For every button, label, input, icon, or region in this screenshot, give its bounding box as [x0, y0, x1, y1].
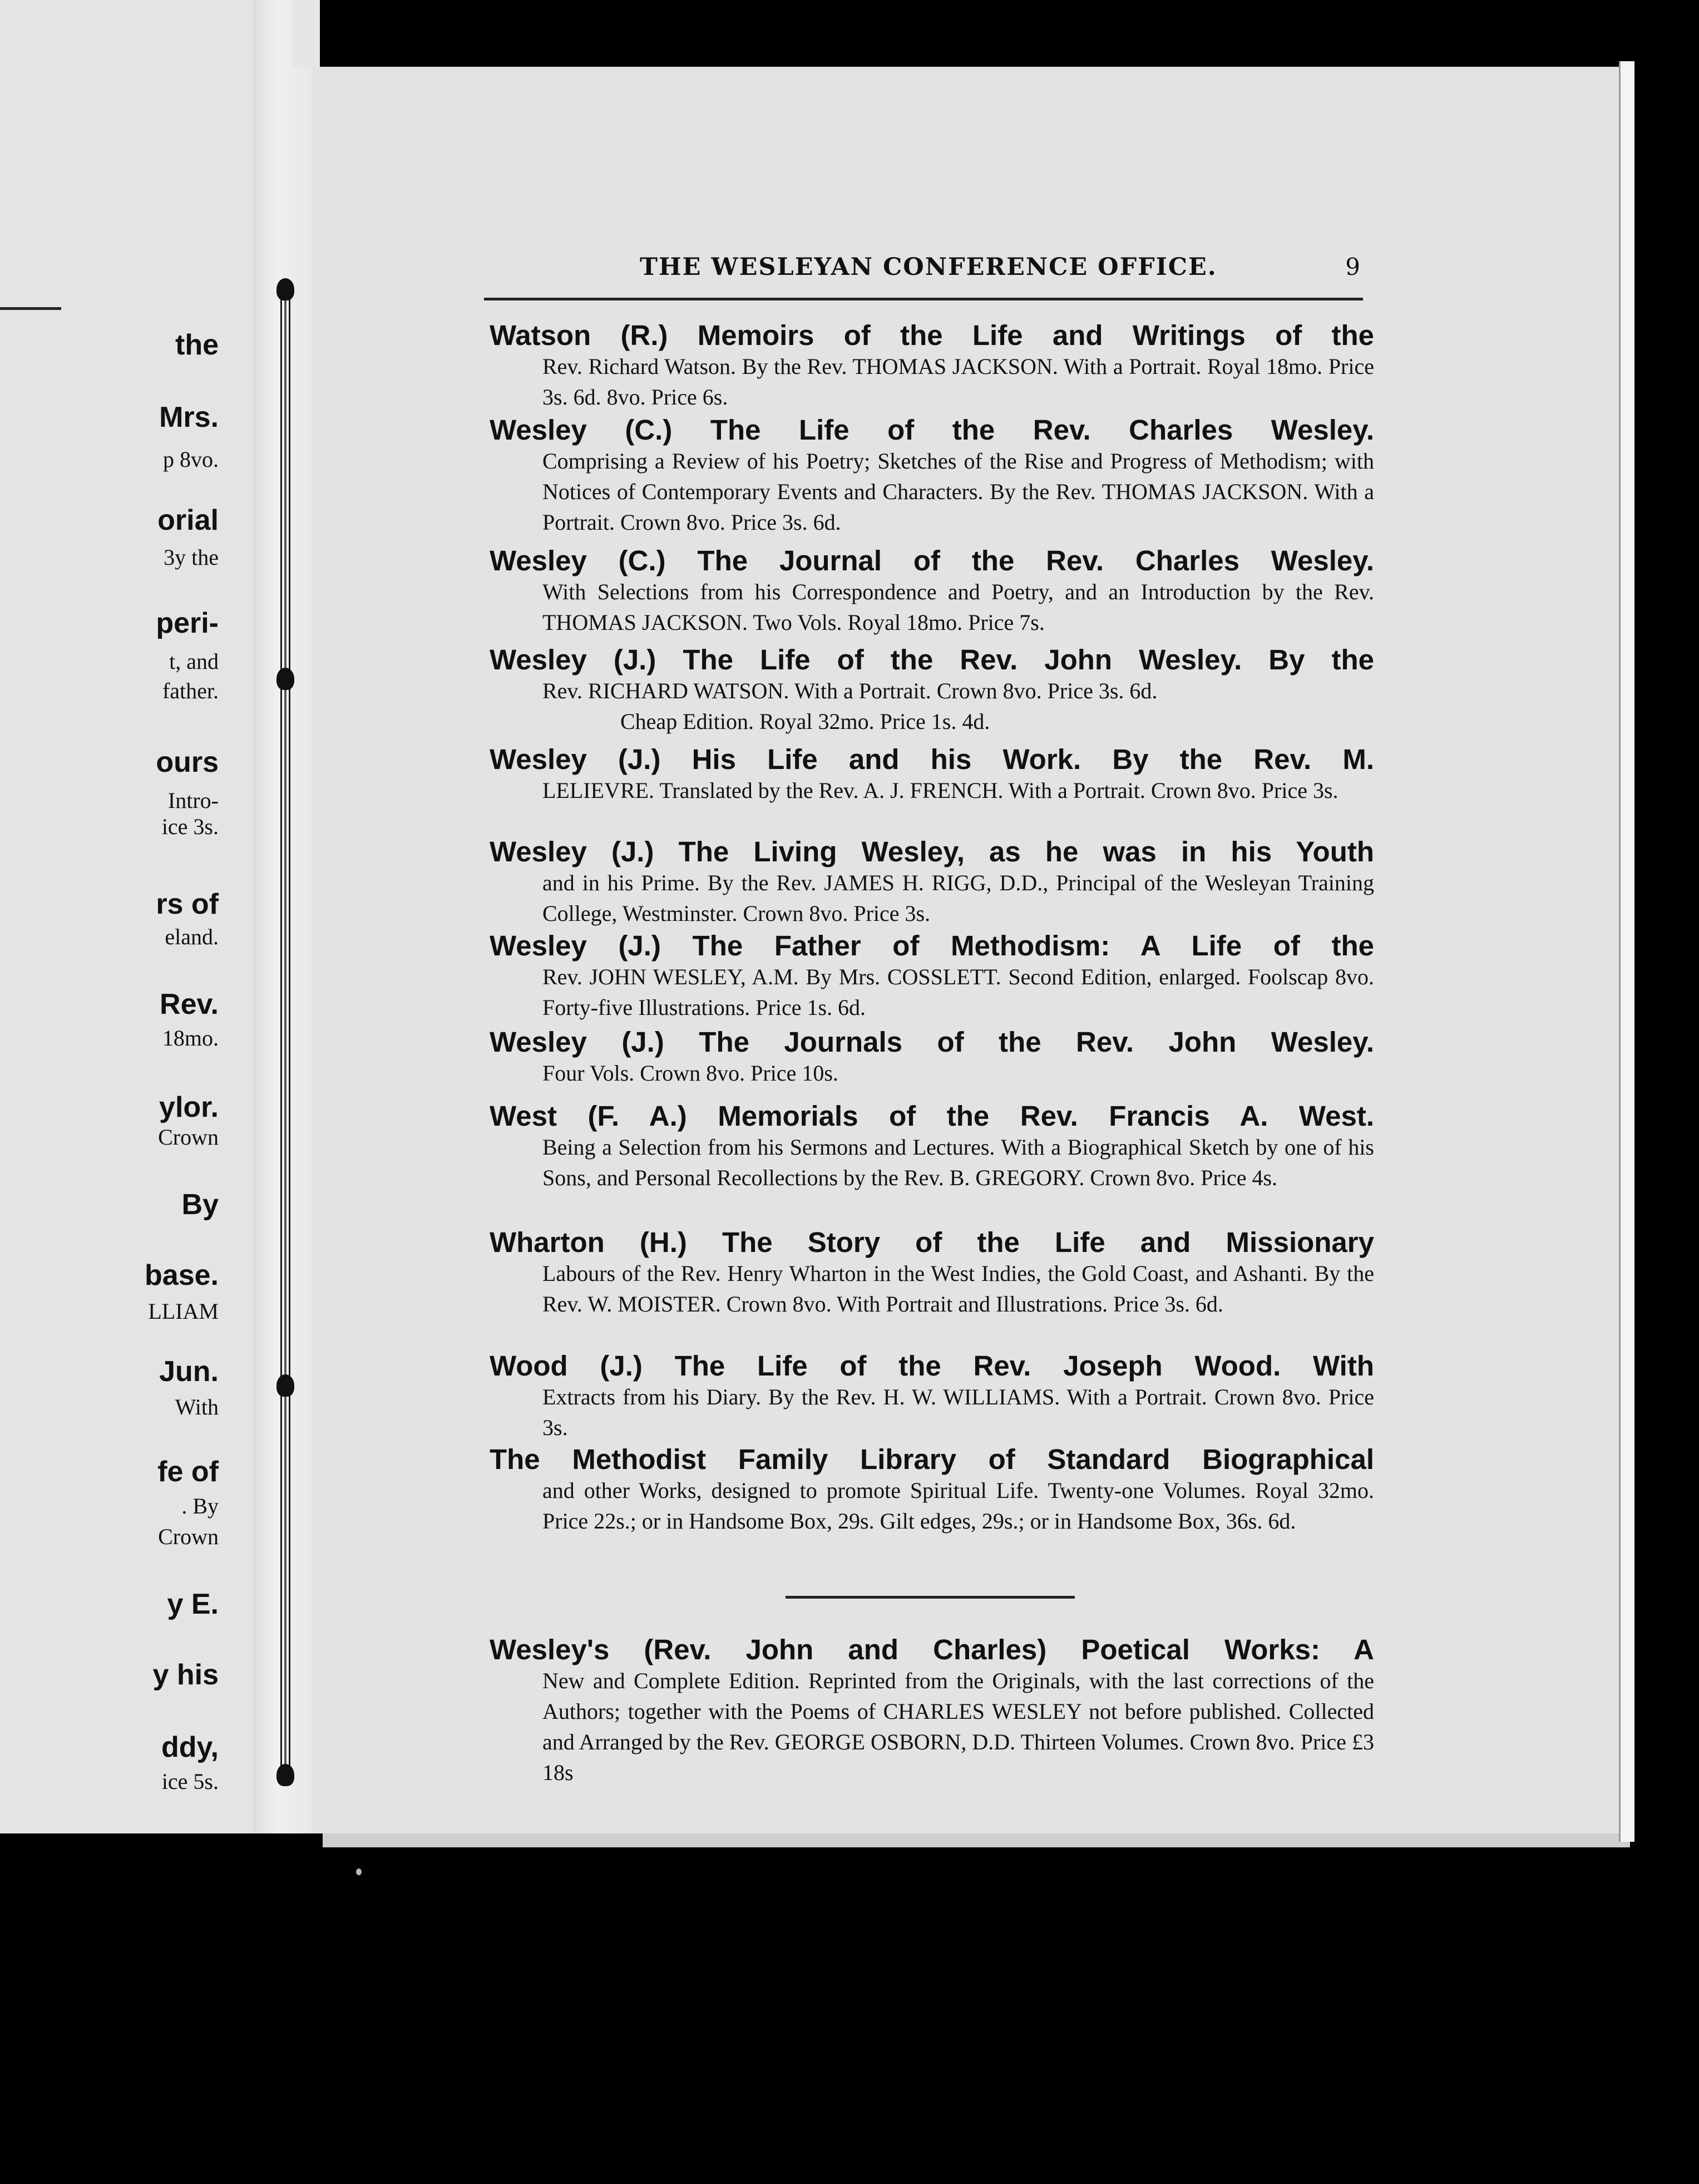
adjacent-page-fragment-text: peri-: [156, 607, 219, 639]
adjacent-page-fragment-text: . By: [181, 1493, 219, 1519]
entry-description: Labours of the Rev. Henry Wharton in the West Indies, the Gold Coast, and Ashanti. By the Rev. W. MOISTER. Crown 8vo. With Portrait and Illustrations. Price 3s. 6d.: [542, 1261, 1374, 1317]
page-number: 9: [1345, 253, 1360, 280]
entry-additional-edition: Cheap Edition. Royal 32mo. Price 1s. 4d.: [620, 709, 990, 734]
entry-description: Four Vols. Crown 8vo. Price 10s.: [542, 1061, 838, 1086]
running-header: [484, 253, 1360, 292]
entry-heading: Wesley (C.) The Life of the Rev. Charles Wesley.: [490, 414, 1374, 446]
entry-description: Being a Selection from his Sermons and Lectures. With a Biographical Sketch by one of his Sons, and Personal Recollections by the Rev. B. GREGORY. Crown 8vo. Price 4s.: [542, 1135, 1374, 1190]
header-rule: [484, 298, 1363, 300]
entry-description: Extracts from his Diary. By the Rev. H. W. WILLIAMS. With a Portrait. Crown 8vo. Price 3s.: [542, 1384, 1374, 1440]
adjacent-page-fragment: [0, 0, 253, 1833]
adjacent-page-fragment-text: Crown: [158, 1524, 219, 1549]
ink-speck: [356, 1869, 362, 1875]
binding-knot: [276, 278, 294, 300]
catalogue-entry: [490, 744, 1374, 806]
catalogue-entry: [490, 545, 1374, 638]
entry-heading: Wesley (J.) The Journals of the Rev. John Wesley.: [490, 1026, 1374, 1058]
catalogue-entry: [490, 1444, 1374, 1536]
adjacent-page-fragment-text: rs of: [156, 888, 219, 920]
entry-heading: West (F. A.) Memorials of the Rev. Francis A. West.: [490, 1100, 1374, 1132]
adjacent-page-fragment-text: y his: [152, 1659, 219, 1691]
adjacent-page-fragment-text: father.: [162, 678, 219, 703]
adjacent-page-fragment-text: ours: [156, 746, 219, 778]
adjacent-page-fragment-text: Mrs.: [159, 401, 219, 433]
catalogue-entry: [490, 644, 1374, 737]
adjacent-page-fragment-text: t, and: [169, 649, 219, 674]
entry-description: New and Complete Edition. Reprinted from the Originals, with the last corrections of the Authors; together with the Poems of CHARLES WESLEY not before published. Collected and Arranged by the Rev. GEORGE OSBORN, D.D. Thirteen Volumes. Crown 8vo. Price £3 18s: [542, 1668, 1374, 1785]
entry-heading: Wesley (J.) The Living Wesley, as he was in his Youth: [490, 836, 1374, 867]
entry-description: Rev. RICHARD WATSON. With a Portrait. Crown 8vo. Price 3s. 6d.: [542, 678, 1158, 703]
page-title: THE WESLEYAN CONFERENCE OFFICE.: [640, 253, 1217, 281]
entry-heading: The Methodist Family Library of Standard Biographical: [490, 1443, 1374, 1475]
entry-heading: Wood (J.) The Life of the Rev. Joseph Wood. With: [490, 1350, 1374, 1382]
catalogue-entry: [490, 836, 1374, 929]
catalogue-entry: [490, 1634, 1374, 1788]
catalogue-entry: [490, 1027, 1374, 1088]
adjacent-page-fragment-text: the: [175, 329, 219, 361]
left-page-rule: [0, 307, 61, 310]
adjacent-page-fragment-text: y E.: [167, 1588, 219, 1620]
adjacent-page-fragment-text: Crown: [158, 1125, 219, 1150]
catalogue-entry: [490, 320, 1374, 412]
page-edge: [1619, 61, 1634, 1842]
entry-description: Comprising a Review of his Poetry; Sketches of the Rise and Progress of Methodism; with Notices of Contemporary Events and Characters. By the Rev. THOMAS JACKSON. With a Portrait. Crown 8vo. Price 3s. 6d.: [542, 448, 1374, 535]
binding-thread: [280, 287, 290, 1783]
binding-knot: [276, 1764, 294, 1786]
adjacent-page-fragment-text: fe of: [157, 1456, 219, 1488]
entry-description: Rev. Richard Watson. By the Rev. THOMAS JACKSON. With a Portrait. Royal 18mo. Price 3s. 6d. 8vo. Price 6s.: [542, 354, 1374, 410]
entry-heading: Wesley (C.) The Journal of the Rev. Charles Wesley.: [490, 545, 1374, 576]
binding-knot: [276, 1374, 294, 1397]
adjacent-page-fragment-text: 3y the: [164, 545, 219, 570]
section-divider: [786, 1596, 1075, 1599]
adjacent-page-fragment-text: With: [175, 1394, 219, 1419]
adjacent-page-fragment-text: p 8vo.: [163, 447, 219, 472]
entry-heading: Wesley's (Rev. John and Charles) Poetical Works: A: [490, 1634, 1374, 1665]
catalogue-entry: [490, 415, 1374, 538]
adjacent-page-fragment-text: LLIAM: [148, 1299, 219, 1324]
adjacent-page-fragment-text: 18mo.: [162, 1026, 219, 1051]
adjacent-page-fragment-text: base.: [145, 1259, 219, 1291]
adjacent-page-fragment-text: ice 5s.: [161, 1769, 219, 1794]
adjacent-page-fragment-text: Intro-: [167, 788, 219, 813]
adjacent-page-fragment-text: Jun.: [159, 1355, 219, 1388]
entry-heading: Wharton (H.) The Story of the Life and Missionary: [490, 1226, 1374, 1258]
entry-heading: Watson (R.) Memoirs of the Life and Writings of the: [490, 319, 1374, 351]
adjacent-page-fragment-text: Rev.: [160, 988, 219, 1020]
catalogue-entry: [490, 930, 1374, 1023]
entry-description: Rev. JOHN WESLEY, A.M. By Mrs. COSSLETT. Second Edition, enlarged. Foolscap 8vo. Forty-five Illustrations. Price 1s. 6d.: [542, 964, 1374, 1020]
catalogue-entry: [490, 1101, 1374, 1193]
binding-knot: [276, 668, 294, 690]
adjacent-page-fragment-text: By: [181, 1189, 219, 1221]
entry-description: and other Works, designed to promote Spiritual Life. Twenty-one Volumes. Royal 32mo. Price 22s.; or in Handsome Box, 29s. Gilt edges, 29s.; or in Handsome Box, 36s. 6d.: [542, 1478, 1374, 1534]
adjacent-page-fragment-text: ddy,: [161, 1731, 219, 1763]
entry-description: With Selections from his Correspondence and Poetry, and an Introduction by the Rev. THOMAS JACKSON. Two Vols. Royal 18mo. Price 7s.: [542, 579, 1374, 635]
adjacent-page-fragment-text: orial: [157, 504, 219, 536]
entry-description: and in his Prime. By the Rev. JAMES H. RIGG, D.D., Principal of the Wesleyan Training College, Westminster. Crown 8vo. Price 3s.: [542, 870, 1374, 926]
entry-heading: Wesley (J.) The Father of Methodism: A Life of the: [490, 930, 1374, 962]
adjacent-page-fragment-text: ylor.: [159, 1091, 219, 1123]
adjacent-page-fragment-text: eland.: [165, 924, 219, 949]
entry-description: LELIEVRE. Translated by the Rev. A. J. FRENCH. With a Portrait. Crown 8vo. Price 3s.: [542, 778, 1339, 803]
catalogue-entry: [490, 1227, 1374, 1319]
catalogue-entry: [490, 1350, 1374, 1443]
entry-heading: Wesley (J.) His Life and his Work. By the Rev. M.: [490, 743, 1374, 775]
entry-heading: Wesley (J.) The Life of the Rev. John Wesley. By the: [490, 644, 1374, 676]
adjacent-page-fragment-text: ice 3s.: [161, 814, 219, 839]
